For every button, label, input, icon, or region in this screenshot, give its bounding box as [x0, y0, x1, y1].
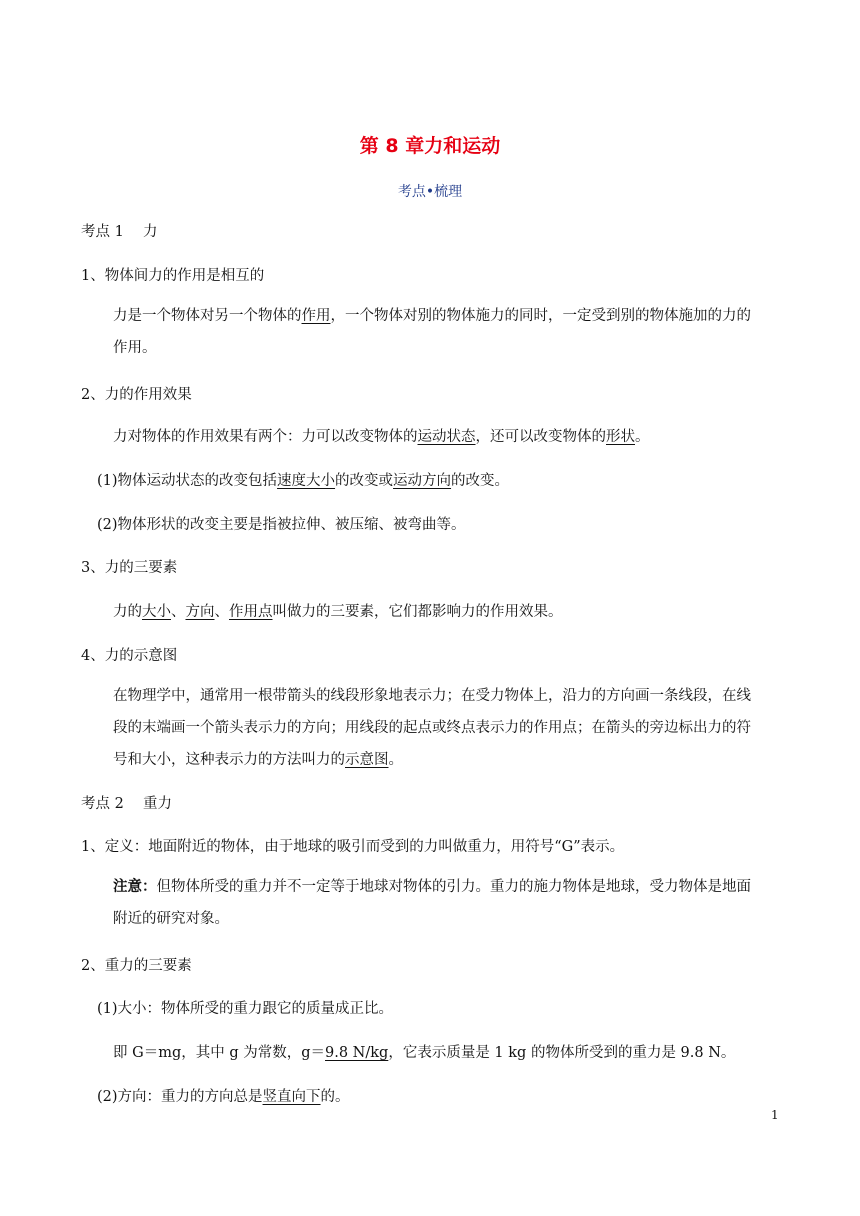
- underlined-term: 9.8 N/kg: [325, 1045, 389, 1061]
- page-subtitle: 考点•梳理: [397, 184, 463, 200]
- paragraph-text: 叫做力的三要素，它们都影响力的作用效果。: [272, 604, 563, 620]
- paragraph-text: 号和大小，这种表示力的方法叫力的: [113, 752, 345, 768]
- item-heading-1-1: 1、物体间力的作用是相互的: [81, 268, 265, 284]
- paragraph-text: (2)方向：重力的方向总是: [97, 1089, 263, 1105]
- sub-item-1-2-2: (2)物体形状的改变主要是指被拉伸、被压缩、被弯曲等。: [97, 517, 466, 533]
- paragraph-1-2: [113, 425, 650, 446]
- paragraph-text: 作用。: [113, 340, 157, 356]
- paragraph-text: 的改变或: [335, 473, 394, 489]
- paragraph-text: 段的末端画一个箭头表示力的方向；用线段的起点或终点表示力的作用点；在箭头的旁边标出力的符: [113, 720, 751, 736]
- formula-line: [113, 1041, 735, 1062]
- paragraph-text: 在物理学中，通常用一根带箭头的线段形象地表示力；在受力物体上，沿力的方向画一条线段，在线: [113, 688, 751, 704]
- underlined-term: 运动状态: [417, 429, 476, 445]
- sub-item-2-2-2: [97, 1085, 350, 1106]
- paragraph-text: ，还可以改变物体的: [475, 429, 606, 445]
- underlined-term: 运动方向: [393, 473, 452, 489]
- paragraph-text: 即 G＝mg，其中 g 为常数，g＝: [113, 1045, 326, 1061]
- item-heading-2-2: 2、重力的三要素: [81, 958, 192, 974]
- item-heading-1-3: 3、力的三要素: [81, 560, 178, 576]
- underlined-term: 示意图: [345, 752, 389, 768]
- section-heading-1: 考点 1 力: [81, 224, 158, 240]
- paragraph-1-4: [113, 680, 803, 776]
- definition-2-1: 1、定义：地面附近的物体，由于地球的吸引而受到的力叫做重力，用符号“G”表示。: [81, 839, 625, 855]
- underlined-term: 作用: [301, 308, 331, 324]
- paragraph-text: 力是一个物体对另一个物体的: [113, 308, 302, 324]
- underlined-term: 作用点: [229, 604, 273, 620]
- paragraph-text: 的改变。: [451, 473, 510, 489]
- underlined-term: 速度大小: [277, 473, 336, 489]
- paragraph-text: 。: [635, 429, 650, 445]
- paragraph-text: 力的: [113, 604, 142, 620]
- paragraph-text: (1)物体运动状态的改变包括: [97, 473, 278, 489]
- underlined-term: 方向: [185, 604, 215, 620]
- note-label: 注意：: [113, 878, 157, 895]
- paragraph-1-3: [113, 600, 563, 621]
- paragraph-text: 附近的研究对象。: [113, 911, 229, 927]
- item-heading-1-2: 2、力的作用效果: [81, 387, 192, 403]
- paragraph-text: 力对物体的作用效果有两个：力可以改变物体的: [113, 429, 418, 445]
- item-heading-1-4: 4、力的示意图: [81, 648, 178, 664]
- paragraph-text: 、: [214, 604, 229, 620]
- page-title: 第 8 章力和运动: [359, 135, 501, 157]
- paragraph-text: 但物体所受的重力并不一定等于地球对物体的引力。重力的施力物体是地球，受力物体是地面: [156, 879, 751, 895]
- paragraph-1-1: [113, 300, 793, 364]
- underlined-term: 竖直向下: [262, 1089, 321, 1105]
- paragraph-text: ，一个物体对别的物体施力的同时，一定受到别的物体施加的力的: [330, 308, 751, 324]
- paragraph-text: ，它表示质量是 1 kg 的物体所受到的重力是 9.8 N。: [388, 1045, 736, 1061]
- note-2-1: [113, 871, 803, 935]
- paragraph-text: 、: [171, 604, 186, 620]
- underlined-term: 大小: [142, 604, 171, 620]
- underlined-term: 形状: [606, 429, 635, 445]
- sub-item-2-2-1: (1)大小：物体所受的重力跟它的质量成正比。: [97, 1001, 394, 1017]
- paragraph-text: 。: [388, 752, 403, 768]
- page-number: 1: [771, 1108, 779, 1122]
- section-heading-2: 考点 2 重力: [81, 796, 172, 812]
- sub-item-1-2-1: [97, 469, 509, 490]
- paragraph-text: 的。: [320, 1089, 350, 1105]
